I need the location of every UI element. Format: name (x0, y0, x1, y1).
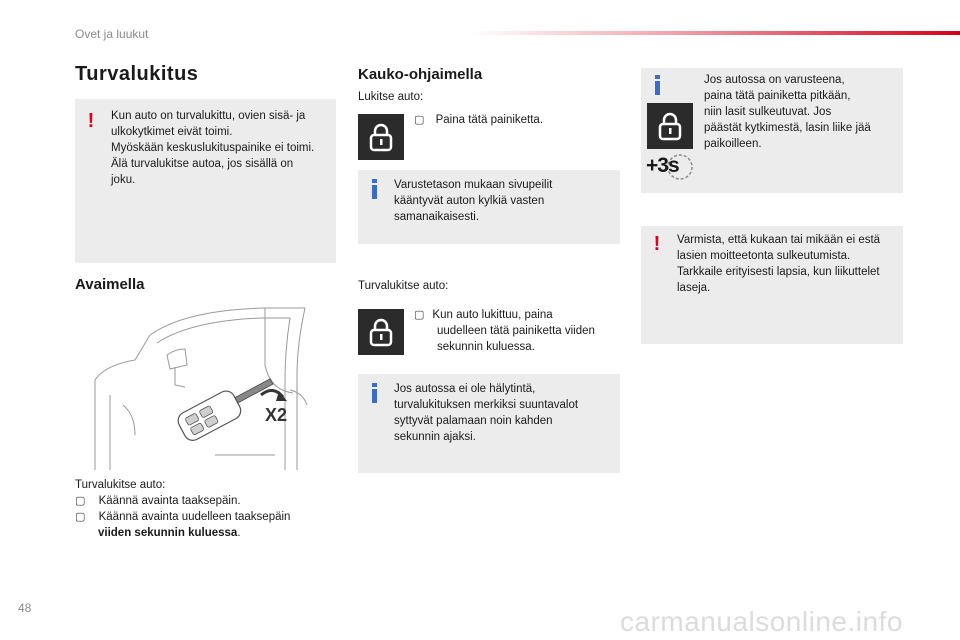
warning-line: laseja. (677, 282, 711, 294)
warning-text-right (677, 232, 900, 296)
long-press-lock-button-image (647, 103, 693, 149)
info-line: Jos autossa on varusteena, (704, 74, 845, 86)
section-title-avaimella: Avaimella (75, 276, 145, 293)
car-door-key-drawing (75, 305, 337, 475)
info-text-windows (704, 72, 900, 152)
header-accent-bar (470, 31, 960, 35)
info-box-windows (641, 68, 903, 193)
info-line: sekunnin ajaksi. (394, 431, 476, 443)
lock-icon (369, 317, 393, 347)
warning-icon: ! (653, 233, 661, 255)
key-step-1-text: Käännä avainta taaksepäin. (98, 495, 241, 507)
bullet-icon: ▢ (414, 114, 425, 126)
key-turn-illustration (75, 305, 337, 475)
deadlock-step (414, 307, 619, 355)
plus-3s-label: +3s (646, 154, 679, 177)
key-step-1 (75, 493, 337, 509)
warning-line: Kun auto on turvalukittu, ovien sisä- ja (111, 110, 306, 122)
bullet-icon: ▢ (75, 495, 86, 507)
deadlock-step-line: sekunnin kuluessa. (437, 341, 535, 353)
deadlock-step-line: uudelleen tätä painiketta viiden (437, 325, 595, 337)
key-instructions (75, 477, 337, 541)
warning-box-left (75, 99, 336, 263)
plus-3s-indicator (643, 152, 693, 182)
key-step-2-text: Käännä avainta uudelleen taaksepäin (98, 511, 291, 523)
bullet-icon: ▢ (414, 309, 425, 321)
x2-label: X2 (265, 405, 288, 425)
lock-step-text: Paina tätä painiketta. (435, 114, 544, 126)
lock-icon (369, 122, 393, 152)
warning-line: ulkokytkimet eivät toimi. (111, 126, 233, 138)
info-line: turvalukituksen merkiksi suuntavalot (394, 399, 579, 411)
info-icon (370, 179, 378, 199)
warning-box-right (641, 226, 903, 344)
info-line: paikoilleen. (704, 138, 762, 150)
lock-step (414, 112, 543, 128)
deadlock-button-image (358, 309, 404, 355)
info-icon (653, 75, 661, 95)
section-title-kauko-ohjaimella: Kauko-ohjaimella (358, 66, 483, 83)
key-step-2 (75, 509, 337, 525)
info-line: Jos autossa ei ole hälytintä, (394, 383, 536, 395)
warning-line: Älä turvalukitse autoa, jos sisällä on (111, 158, 294, 170)
bullet-icon: ▢ (75, 511, 86, 523)
info-line: niin lasit sulkeutuvat. Jos (704, 106, 832, 118)
lock-button-image (358, 114, 404, 160)
page-number: 48 (18, 601, 32, 615)
warning-line: joku. (111, 174, 136, 186)
key-intro: Turvalukitse auto: (75, 479, 166, 491)
info-line: syttyvät palamaan noin kahden (394, 415, 553, 427)
warning-line: Tarkkaile erityisesti lapsia, kun liikuttelet (677, 266, 880, 278)
section-title-turvalukitus: Turvalukitus (75, 63, 199, 85)
info-line: Varustetason mukaan sivupeilit (394, 179, 553, 191)
warning-line: Varmista, että kukaan tai mikään ei estä (677, 234, 881, 246)
info-text-mirrors (394, 177, 616, 225)
info-box-mirrors (358, 170, 620, 244)
deadlock-step-line: Kun auto lukittuu, paina (432, 309, 553, 321)
key-step-2-cont (75, 525, 337, 541)
info-line: päästät kytkimestä, lasin liike jää (704, 122, 871, 134)
info-line: paina tätä painiketta pitkään, (704, 90, 851, 102)
info-icon (370, 383, 378, 403)
header-title: Ovet ja luukut (75, 27, 149, 41)
watermark: carmanualsonline.info (620, 606, 903, 637)
warning-text-left (111, 108, 333, 188)
key-step-2-bold: viiden sekunnin kuluessa (98, 527, 238, 539)
warning-line: Myöskään keskuslukituspainike ei toimi. (111, 142, 315, 154)
lock-icon (658, 111, 682, 141)
lock-intro: Lukitse auto: (358, 91, 424, 103)
deadlock-intro: Turvalukitse auto: (358, 280, 449, 292)
info-text-alarm (394, 381, 616, 445)
warning-line: lasien moitteetonta sulkeutumista. (677, 250, 851, 262)
info-box-alarm (358, 374, 620, 473)
info-line: samanaikaisesti. (394, 211, 480, 223)
info-line: kääntyvät auton kylkiä vasten (394, 195, 545, 207)
warning-icon: ! (87, 110, 95, 132)
key-step-2-end: . (237, 527, 241, 539)
